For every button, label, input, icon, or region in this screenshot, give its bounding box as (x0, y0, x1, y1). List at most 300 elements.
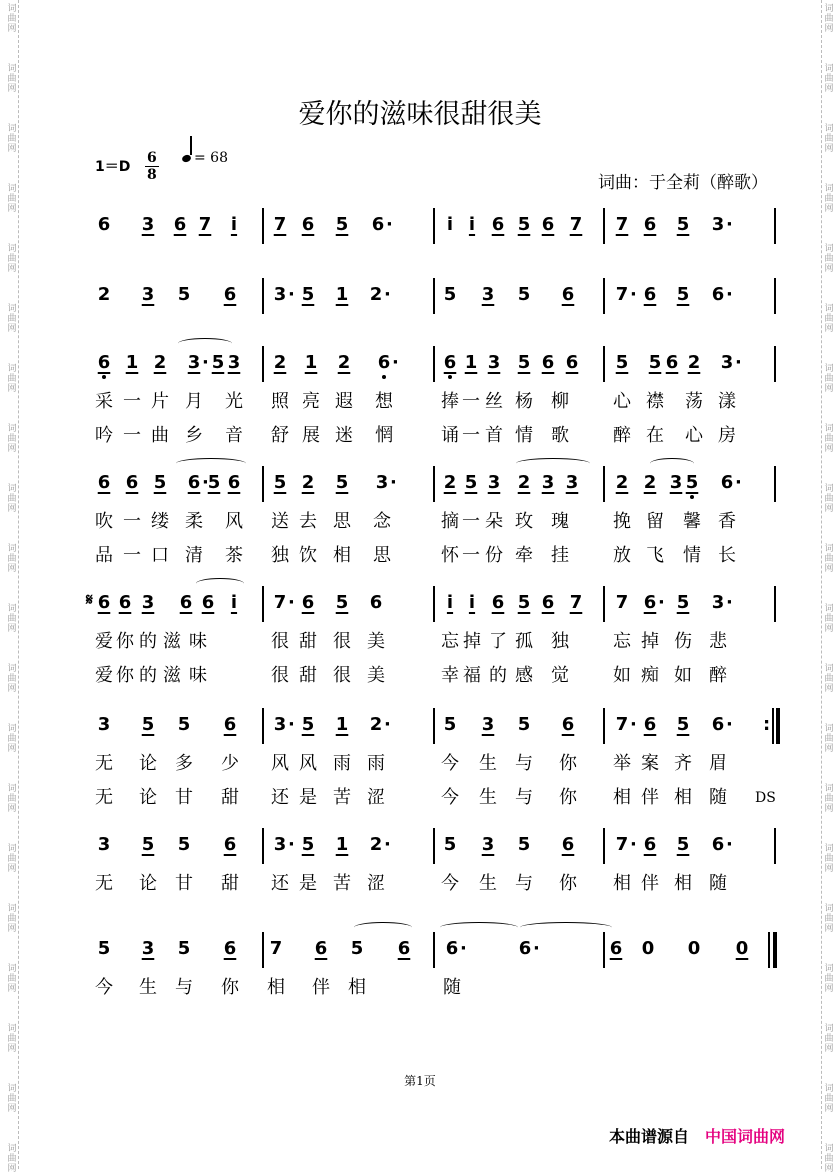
jianpu-note: 3 (273, 834, 287, 855)
jianpu-note: 5 (177, 938, 191, 959)
jianpu-note: 1 (335, 284, 349, 305)
jianpu-note: 7 (273, 214, 287, 235)
barline (774, 208, 776, 244)
augmentation-dot: · (202, 472, 209, 493)
watermark-text: 词 曲 网 (824, 544, 834, 574)
lyric-char: 独 (551, 631, 569, 652)
lyric-char: 滋 (163, 631, 181, 652)
final-barline (773, 932, 777, 968)
watermark-text: 词 曲 网 (7, 664, 17, 694)
lyric-char: 风 (225, 511, 243, 532)
lyric-char: 无 (95, 873, 113, 894)
jianpu-note: 5 (301, 714, 315, 735)
lyric-char: 吹 (95, 511, 113, 532)
jianpu-note: 2 (153, 352, 167, 373)
lyric-char: 长 (718, 545, 736, 566)
jianpu-note: 5 (301, 284, 315, 305)
jianpu-note: 3 (97, 834, 111, 855)
lyric-char: 生 (479, 873, 497, 894)
jianpu-note: 5 (517, 592, 531, 613)
lyric-char: 诵 (441, 425, 459, 446)
meter-top: 6 (147, 150, 157, 166)
lyric-char: 你 (559, 753, 577, 774)
jianpu-note: 6 (97, 472, 111, 493)
lyric-char: 你 (221, 977, 239, 998)
lyric-char: 心 (685, 425, 703, 446)
lyric-char: 福 (463, 665, 481, 686)
jianpu-note: 7 (269, 938, 283, 959)
jianpu-note: i (230, 214, 238, 235)
lyric-char: 荡 (685, 391, 703, 412)
lyric-char: 杨 (515, 391, 533, 412)
lyric-char: 舒 (271, 425, 289, 446)
jianpu-note: 1 (464, 352, 478, 373)
lyric-char: 独 (271, 545, 289, 566)
lyric-char: 飞 (646, 545, 664, 566)
watermark-text: 词 曲 网 (824, 64, 834, 94)
source-prefix: 本曲谱源自 (609, 1127, 690, 1146)
jianpu-note: 3 (711, 592, 725, 613)
jianpu-note: 1 (335, 714, 349, 735)
jianpu-note: 5 (615, 352, 629, 373)
watermark-text: 词 曲 网 (824, 364, 834, 394)
jianpu-note: 6 (97, 214, 111, 235)
barline (772, 708, 774, 744)
lyric-char: 无 (95, 787, 113, 808)
barline (262, 278, 264, 314)
lyric-char: 甜 (299, 631, 317, 652)
barline (774, 586, 776, 622)
lyric-char: 挂 (551, 545, 569, 566)
jianpu-note: 2 (643, 472, 657, 493)
jianpu-note: 6 (227, 472, 241, 493)
lyric-char: 品 (95, 545, 113, 566)
lyric-char: 相 (613, 787, 631, 808)
lyric-char: 馨 (683, 511, 701, 532)
jianpu-note: 3 (97, 714, 111, 735)
jianpu-note: 6 (118, 592, 132, 613)
lyric-char: 你 (559, 787, 577, 808)
jianpu-note: 6 (711, 284, 725, 305)
slur (520, 922, 612, 933)
lyric-char: 案 (641, 753, 659, 774)
quarter-note-icon (182, 150, 194, 166)
jianpu-note: 2 (369, 284, 383, 305)
jianpu-note: 6 (491, 592, 505, 613)
augmentation-dot: · (384, 714, 391, 735)
jianpu-note: 5 (517, 834, 531, 855)
jianpu-note: i (468, 592, 476, 613)
jianpu-note: 2 (97, 284, 111, 305)
augmentation-dot: · (735, 352, 742, 373)
jianpu-note: 0 (687, 938, 701, 959)
lyric-char: 今 (95, 977, 113, 998)
jianpu-note: 7 (569, 592, 583, 613)
watermark-text: 词 曲 网 (7, 604, 17, 634)
repeat-dots: : (763, 714, 771, 735)
lyric-char: 生 (479, 787, 497, 808)
lyric-char: 亮 (302, 391, 320, 412)
jianpu-note: 6 (125, 472, 139, 493)
watermark-text: 词 曲 网 (7, 1084, 17, 1114)
jianpu-note: 7 (615, 834, 629, 855)
jianpu-note: 5 (141, 714, 155, 735)
jianpu-note: 3 (565, 472, 579, 493)
lyric-char: 悲 (709, 631, 727, 652)
jianpu-note: 6 (711, 834, 725, 855)
lyric-char: 少 (221, 753, 239, 774)
watermark-text: 词 曲 网 (824, 484, 834, 514)
lyric-char: 是 (299, 873, 317, 894)
lyric-char: 觉 (551, 665, 569, 686)
lyric-char: 很 (333, 631, 351, 652)
jianpu-note: 3 (481, 834, 495, 855)
lyric-char: 是 (299, 787, 317, 808)
jianpu-note: 5 (335, 214, 349, 235)
lyric-char: 采 (95, 391, 113, 412)
jianpu-note: 5 (676, 834, 690, 855)
slur (516, 458, 590, 469)
lyric-char: 一 (123, 545, 141, 566)
lyric-char: 口 (151, 545, 169, 566)
lyric-char: 放 (613, 545, 631, 566)
lyric-char: 还 (271, 873, 289, 894)
lyric-char: 心 (613, 391, 631, 412)
jianpu-note: 5 (335, 592, 349, 613)
lyric-char: 忘 (613, 631, 631, 652)
jianpu-note: 6 (445, 938, 459, 959)
lyric-char: 展 (302, 425, 320, 446)
jianpu-note: 6 (397, 938, 411, 959)
jianpu-note: i (468, 214, 476, 235)
lyric-char: 缕 (151, 511, 169, 532)
lyric-char: 情 (515, 425, 533, 446)
lyric-char: 多 (175, 753, 193, 774)
lyric-char: 的 (139, 631, 157, 652)
jianpu-note: 5 (207, 472, 221, 493)
jianpu-note: 5 (517, 352, 531, 373)
jianpu-note: 5 (141, 834, 155, 855)
jianpu-note: 3 (487, 472, 501, 493)
barline (774, 466, 776, 502)
jianpu-note: 5 (301, 834, 315, 855)
barline (603, 208, 605, 244)
lyric-char: 伤 (674, 631, 692, 652)
augmentation-dot: · (630, 284, 637, 305)
jianpu-note: 5 (153, 472, 167, 493)
jianpu-note: 2 (301, 472, 315, 493)
lyric-char: 一 (462, 545, 480, 566)
jianpu-note: 6 (541, 214, 555, 235)
barline (768, 932, 770, 968)
lyric-char: 爱 (95, 631, 113, 652)
jianpu-note: 5 (648, 352, 662, 373)
lyric-char: 如 (674, 665, 692, 686)
lyric-char: 很 (271, 631, 289, 652)
lyric-char: 你 (559, 873, 577, 894)
lyric-char: 乡 (185, 425, 203, 446)
lyric-char: 伴 (641, 873, 659, 894)
jianpu-note: 5 (177, 284, 191, 305)
lyric-char: 生 (479, 753, 497, 774)
jianpu-note: 2 (687, 352, 701, 373)
watermark-text: 词 曲 网 (7, 784, 17, 814)
lyric-char: 美 (367, 665, 385, 686)
lyric-char: 一 (462, 391, 480, 412)
augmentation-dot: · (658, 592, 665, 613)
watermark-text: 词 曲 网 (824, 4, 834, 34)
lyric-char: 甜 (221, 787, 239, 808)
lyric-char: 雨 (333, 753, 351, 774)
jianpu-note: 3 (720, 352, 734, 373)
jianpu-note: 6 (541, 592, 555, 613)
lyric-char: 醉 (709, 665, 727, 686)
jianpu-note: 6 (609, 938, 623, 959)
key-signature: 1＝D (95, 159, 131, 175)
jianpu-note: 2 (517, 472, 531, 493)
jianpu-note: 3 (669, 472, 683, 493)
lyric-char: 掉 (463, 631, 481, 652)
watermark-text: 词 曲 网 (7, 904, 17, 934)
jianpu-note: 3 (273, 284, 287, 305)
score-line (0, 708, 840, 744)
augmentation-dot: · (288, 714, 295, 735)
lyric-char: 吟 (95, 425, 113, 446)
watermark-text: 词 曲 网 (824, 964, 834, 994)
jianpu-note: 5 (335, 472, 349, 493)
jianpu-note: 6 (711, 714, 725, 735)
lyric-char: 送 (271, 511, 289, 532)
jianpu-note: i (230, 592, 238, 613)
lyric-char: 你 (116, 631, 134, 652)
lyric-char: 音 (225, 425, 243, 446)
lyric-char: 曲 (151, 425, 169, 446)
watermark-text: 词 曲 网 (824, 664, 834, 694)
lyric-char: 举 (613, 753, 631, 774)
barline (433, 208, 435, 244)
augmentation-dot: · (288, 284, 295, 305)
lyric-char: 一 (462, 425, 480, 446)
watermark-text: 词 曲 网 (824, 844, 834, 874)
jianpu-note: 6 (179, 592, 193, 613)
lyric-char: 甘 (175, 873, 193, 894)
watermark-text: 词 曲 网 (7, 1024, 17, 1054)
watermark-text: 词 曲 网 (7, 844, 17, 874)
jianpu-note: 3 (273, 714, 287, 735)
page-number: 第1页 (404, 1074, 436, 1088)
slur (176, 458, 246, 469)
jianpu-note: 6 (369, 592, 383, 613)
augmentation-dot: · (726, 214, 733, 235)
barline (603, 346, 605, 382)
lyric-char: 片 (151, 391, 169, 412)
barline (433, 346, 435, 382)
barline (262, 208, 264, 244)
lyric-char: 幸 (441, 665, 459, 686)
jianpu-note: 5 (676, 214, 690, 235)
lyric-char: 味 (189, 665, 207, 686)
lyric-char: 痴 (641, 665, 659, 686)
lyric-char: 的 (139, 665, 157, 686)
jianpu-note: 5 (517, 214, 531, 235)
lyric-char: 无 (95, 753, 113, 774)
augmentation-dot: · (384, 284, 391, 305)
barline (262, 932, 264, 968)
watermark-text: 词 曲 网 (7, 724, 17, 754)
barline (774, 278, 776, 314)
lyric-char: 一 (123, 511, 141, 532)
jianpu-note: 1 (304, 352, 318, 373)
lyric-char: 柳 (551, 391, 569, 412)
jianpu-note: 5 (211, 352, 225, 373)
barline (603, 278, 605, 314)
jianpu-note: 6 (223, 714, 237, 735)
jianpu-note: 6 (665, 352, 679, 373)
source-site-link[interactable]: 中国词曲网 (705, 1127, 786, 1146)
lyric-char: 伴 (312, 977, 330, 998)
jianpu-note: 7 (615, 592, 629, 613)
jianpu-note: 5 (177, 834, 191, 855)
watermark-text: 词 曲 网 (7, 4, 17, 34)
watermark-text: 词 曲 网 (824, 784, 834, 814)
jianpu-note: 5 (676, 714, 690, 735)
slur (650, 458, 694, 469)
jianpu-note: i (446, 214, 454, 235)
lyric-char: 生 (139, 977, 157, 998)
jianpu-note: 2 (337, 352, 351, 373)
lyric-char: 迷 (335, 425, 353, 446)
watermark-text: 词 曲 网 (824, 1084, 834, 1114)
lyric-char: 相 (267, 977, 285, 998)
watermark-text: 词 曲 网 (824, 904, 834, 934)
watermark-text: 词 曲 网 (824, 1024, 834, 1054)
watermark-text: 词 曲 网 (7, 244, 17, 274)
jianpu-note: 7 (615, 714, 629, 735)
augmentation-dot: · (202, 352, 209, 373)
barline (433, 586, 435, 622)
lyric-char: 伴 (641, 787, 659, 808)
tempo-marking (182, 150, 228, 166)
lyric-char: 与 (175, 977, 193, 998)
lyric-char: 齐 (674, 753, 692, 774)
lyric-char: 味 (189, 631, 207, 652)
barline (774, 828, 776, 864)
lyric-char: 相 (674, 787, 692, 808)
jianpu-note: 7 (273, 592, 287, 613)
jianpu-note: 5 (676, 592, 690, 613)
jianpu-note: 6 (301, 214, 315, 235)
lyric-char: 份 (485, 545, 503, 566)
lyric-char: 丝 (485, 391, 503, 412)
lyric-char: 去 (299, 511, 317, 532)
watermark-text: 词 曲 网 (7, 304, 17, 334)
lyric-char: 漾 (718, 391, 736, 412)
lyric-char: 风 (299, 753, 317, 774)
jianpu-note: 0 (641, 938, 655, 959)
jianpu-note: 5 (464, 472, 478, 493)
ds-marking: DS (755, 790, 776, 806)
jianpu-note: 3 (481, 714, 495, 735)
lyric-char: 想 (375, 391, 393, 412)
jianpu-note: 3 (487, 352, 501, 373)
watermark-text: 词 曲 网 (824, 1144, 834, 1174)
lyric-char: 孤 (515, 631, 533, 652)
jianpu-note: 2 (369, 714, 383, 735)
lyric-char: 很 (333, 665, 351, 686)
watermark-text: 词 曲 网 (824, 184, 834, 214)
lyric-char: 香 (718, 511, 736, 532)
lyric-char: 随 (709, 787, 727, 808)
jianpu-note: 6 (314, 938, 328, 959)
barline (433, 828, 435, 864)
lyric-char: 醉 (613, 425, 631, 446)
lyric-char: 论 (139, 753, 157, 774)
lyric-char: 论 (139, 787, 157, 808)
jianpu-note: 2 (615, 472, 629, 493)
watermark-text: 词 曲 网 (7, 184, 17, 214)
jianpu-note: 6 (173, 214, 187, 235)
jianpu-note: 6 (643, 714, 657, 735)
jianpu-note: 6 (518, 938, 532, 959)
lyric-char: 挽 (613, 511, 631, 532)
lyric-char: 与 (515, 787, 533, 808)
lyric-char: 饮 (299, 545, 317, 566)
jianpu-note: 5 (676, 284, 690, 305)
lyric-char: 念 (373, 511, 391, 532)
jianpu-note: 7 (615, 284, 629, 305)
time-signature (147, 150, 157, 183)
jianpu-note: 6 (97, 592, 111, 613)
lyric-char: 清 (185, 545, 203, 566)
lyric-char: 一 (462, 511, 480, 532)
lyric-char: 歌 (551, 425, 569, 446)
augmentation-dot: · (392, 352, 399, 373)
slur (440, 922, 518, 933)
lyric-char: 捧 (441, 391, 459, 412)
segno-icon: 𝄋 (86, 590, 93, 609)
lyric-char: 一 (123, 425, 141, 446)
score-line (0, 278, 840, 314)
augmentation-dot: · (533, 938, 540, 959)
lyric-char: 了 (489, 631, 507, 652)
lyric-char: 还 (271, 787, 289, 808)
jianpu-note: 6 (438, 352, 462, 374)
jianpu-note: 7 (569, 214, 583, 235)
lyric-char: 与 (515, 753, 533, 774)
lyric-char: 房 (718, 425, 736, 446)
lyric-char: 滋 (163, 665, 181, 686)
lyric-char: 遐 (335, 391, 353, 412)
augmentation-dot: · (386, 214, 393, 235)
barline (433, 466, 435, 502)
jianpu-note: 6 (372, 352, 396, 374)
jianpu-note: 3 (481, 284, 495, 305)
lyric-char: 与 (515, 873, 533, 894)
lyric-char: 如 (613, 665, 631, 686)
score-line (0, 828, 840, 864)
lyric-char: 襟 (646, 391, 664, 412)
jianpu-note: 5 (680, 472, 704, 494)
jianpu-note: 6 (541, 352, 555, 373)
jianpu-note: 1 (335, 834, 349, 855)
augmentation-dot: · (726, 834, 733, 855)
jianpu-note: 0 (735, 938, 749, 959)
barline (262, 466, 264, 502)
lyric-char: 感 (515, 665, 533, 686)
slur (178, 338, 232, 349)
lyric-char: 一 (123, 391, 141, 412)
jianpu-note: 6 (643, 592, 657, 613)
